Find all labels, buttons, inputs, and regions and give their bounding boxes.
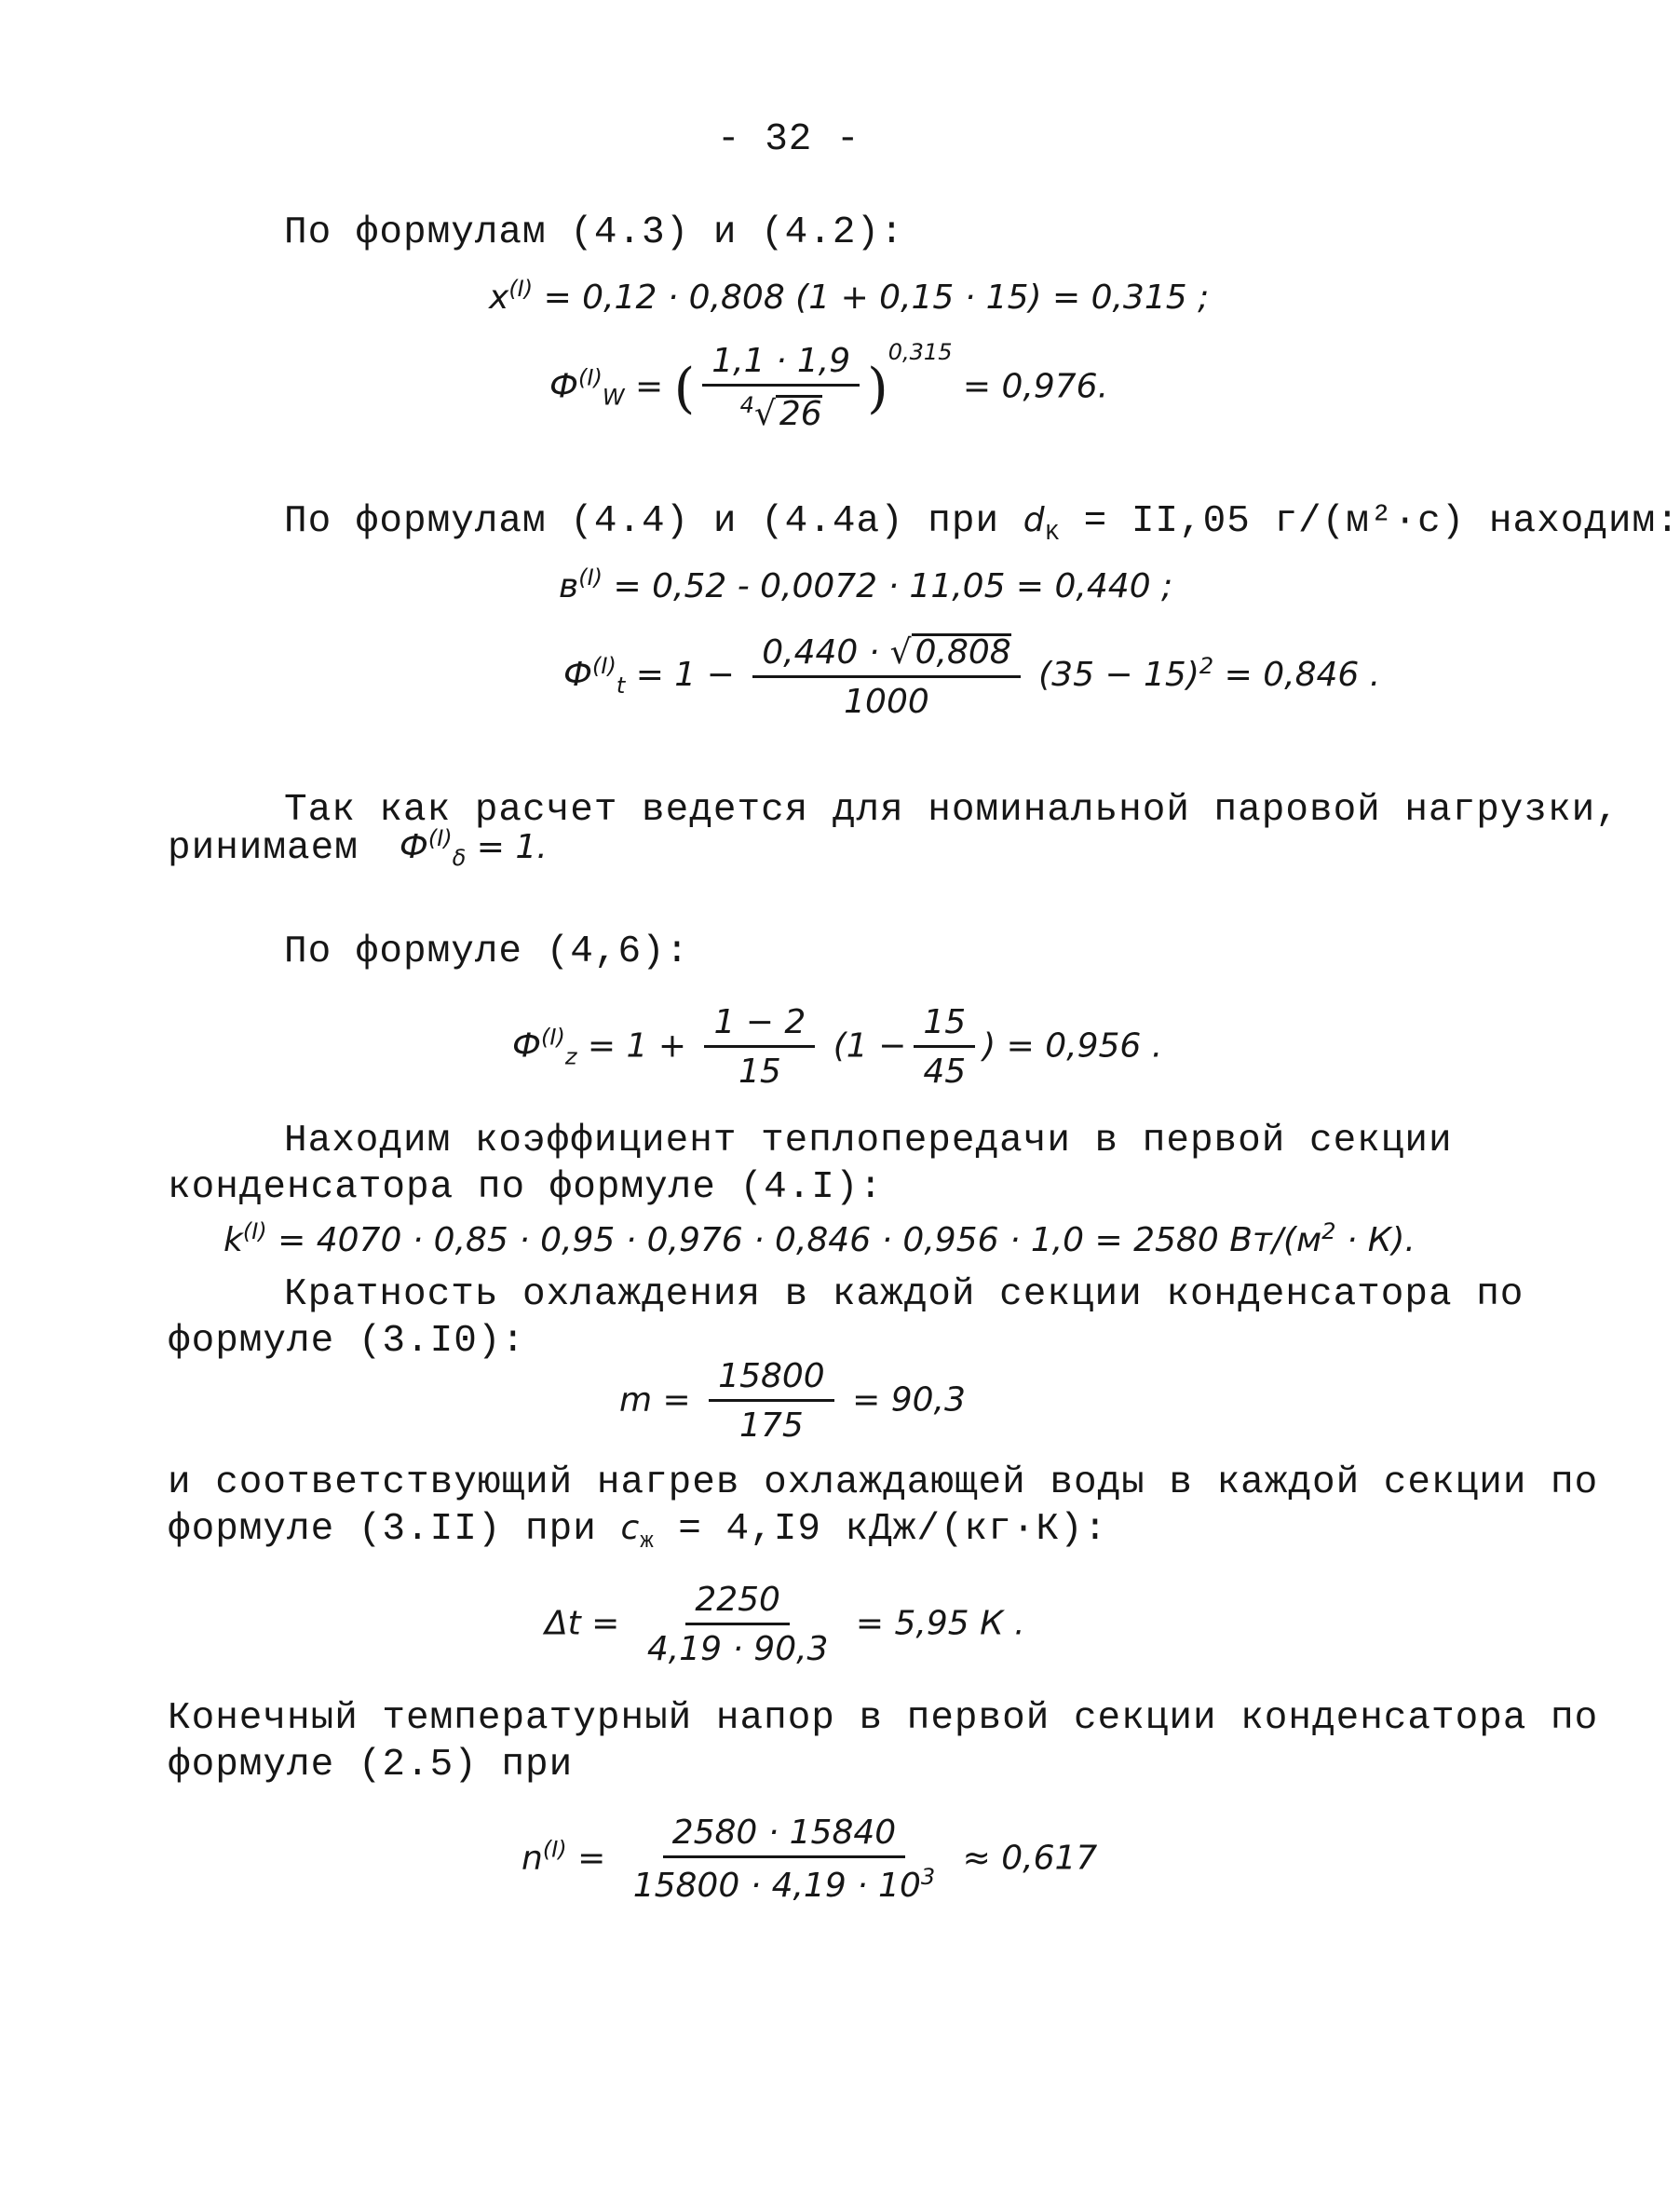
eq-phiz-symbol: Ф	[512, 1026, 541, 1066]
eq-phid-symbol: Ф	[399, 828, 428, 866]
eq-phit-result: = 0,846 .	[1224, 656, 1381, 694]
eq-phiz-result: = 0,956 .	[1006, 1026, 1163, 1066]
eq-phit-tail-pow: 2	[1199, 653, 1214, 679]
eq-m-numerator: 15800	[709, 1360, 834, 1402]
eq-phiz-denominator: 15	[738, 1053, 781, 1091]
equation-x	[489, 278, 1209, 315]
page-number: - 32 -	[717, 118, 860, 161]
paragraph-temperature-head-line1: Конечный температурный напор в первой секции конденсатора по	[168, 1697, 1599, 1740]
equation-phi-t	[563, 633, 1380, 719]
p3-accept-word: ринимаем	[168, 827, 359, 870]
eq-dt-denominator: 4,19 · 90,3	[646, 1630, 829, 1668]
eq-phiz-numerator: 1 − 2	[704, 1006, 815, 1048]
eq-k-rhs: = 4070 · 0,85 · 0,95 · 0,976 · 0,846 · 0,956 · 1,0 = 2580 Вт/(м	[278, 1221, 1322, 1259]
left-paren: (	[673, 356, 696, 420]
equation-phi-w	[549, 338, 1109, 433]
eq-k-sup: (I)	[242, 1218, 267, 1244]
eq-phid-sup: (I)	[427, 825, 453, 851]
p2-symbol-d: d	[1023, 501, 1046, 539]
eq-phid-sub: δ	[452, 845, 467, 872]
eq-phiw-sup: (I)	[578, 364, 603, 391]
paragraph-heating-line2	[168, 1508, 1108, 1556]
paragraph-nominal-load-line1: Так как расчет ведется для номинальной паровой нагрузки,	[284, 789, 1619, 832]
eq-n-sup: (I)	[542, 1836, 567, 1863]
paragraph-formulas-4-4	[284, 500, 1680, 548]
eq-phiz-equals: = 1 +	[587, 1026, 686, 1066]
paragraph-cooling-ratio-line1: Кратность охлаждения в каждой секции конденсатора по	[284, 1273, 1524, 1316]
equation-b	[559, 566, 1172, 604]
eq-k-unit-tail: · К).	[1346, 1221, 1416, 1259]
paragraph-intro-formulas: По формулам (4.3) и (4.2):	[284, 211, 904, 254]
eq-m-result: = 90,3	[852, 1380, 966, 1420]
eq-phiw-symbol: Ф	[549, 367, 578, 406]
eq-phit-tail: (35 − 15)	[1038, 656, 1199, 694]
eq-phiw-equals: =	[635, 367, 664, 406]
paragraph-heating-line1: и соответствующий нагрев охлаждающей воды в каждой секции по	[168, 1461, 1599, 1504]
p7-text-b: = 4,I9 кДж/(кг·К):	[678, 1508, 1108, 1551]
eq-m-fraction	[709, 1357, 834, 1445]
paragraph-temperature-head-line2: формуле (2.5) при	[168, 1744, 574, 1787]
eq-phiz-paren-open: (1 −	[833, 1026, 907, 1066]
eq-k-unit-sup: 2	[1321, 1218, 1336, 1244]
eq-n-denominator	[624, 1858, 944, 1903]
eq-phiz-paren-close: )	[982, 1026, 996, 1066]
p2-symbol-sub: K	[1045, 522, 1060, 548]
eq-phiw-root-index: 4	[739, 392, 754, 418]
eq-n-numerator: 2580 · 15840	[663, 1816, 905, 1858]
equation-phi-delta	[399, 825, 548, 872]
eq-phit-sub: t	[616, 673, 626, 700]
eq-phiw-numerator: 1,1 · 1,9	[702, 345, 860, 387]
eq-x-sup: (I)	[508, 276, 534, 302]
eq-dt-lhs: Δt =	[545, 1604, 620, 1643]
eq-phit-num-a: 0,440 ·	[762, 633, 880, 672]
p2-text-b: = II,05 г/(м²·с) находим:	[1083, 500, 1680, 543]
eq-phit-denominator: 1000	[844, 683, 929, 721]
eq-phit-numerator: 0,440 · √ 0,808	[752, 633, 1020, 678]
eq-x-rhs: = 0,12 · 0,808 (1 + 0,15 · 15) = 0,315 ;	[543, 279, 1210, 317]
paragraph-formula-4-6: По формуле (4,6):	[284, 931, 690, 973]
p7-symbol-sub: ж	[640, 1529, 655, 1556]
p7-symbol-c: с	[620, 1509, 641, 1547]
eq-phit-equals: = 1 −	[635, 656, 735, 694]
paragraph-nominal-load-line2	[168, 825, 548, 872]
eq-n-result: ≈ 0,617	[962, 1839, 1098, 1878]
eq-phit-fraction	[752, 633, 1020, 719]
eq-phit-sup: (I)	[592, 653, 616, 679]
eq-n-symbol: n	[522, 1839, 543, 1878]
eq-phiz-sup: (I)	[541, 1024, 565, 1051]
eq-m-lhs: m =	[619, 1380, 691, 1420]
eq-phit-num-root: 0,808	[912, 633, 1011, 670]
eq-phiz-inner-denominator: 45	[923, 1053, 967, 1091]
eq-phiw-denominator: $^4$√ 26	[739, 392, 822, 433]
eq-phiw-root-arg: 26	[776, 395, 822, 431]
eq-dt-result: = 5,95 К .	[855, 1604, 1025, 1643]
eq-phiz-sub: z	[564, 1043, 577, 1070]
eq-k-lhs: k	[224, 1221, 243, 1259]
right-paren: )	[867, 356, 888, 420]
eq-n-fraction	[624, 1816, 944, 1903]
equation-m	[619, 1357, 966, 1445]
paragraph-heat-transfer-line2: конденсатора по формуле (4.I):	[168, 1166, 884, 1209]
eq-n-den-text: 15800 · 4,19 · 10	[632, 1867, 921, 1905]
eq-x-lhs: x	[489, 279, 509, 317]
eq-phiz-inner-fraction	[914, 1003, 975, 1091]
eq-n-equals: =	[577, 1839, 606, 1878]
equation-k	[224, 1220, 1416, 1257]
eq-phiw-power: 0,315	[887, 338, 953, 365]
eq-b-rhs: = 0,52 - 0,0072 · 11,05 = 0,440 ;	[613, 567, 1173, 605]
eq-phiz-inner-numerator: 15	[914, 1006, 975, 1048]
eq-phiw-sub: W	[602, 384, 625, 411]
p7-text-a: формуле (3.II) при	[168, 1508, 597, 1551]
p2-text-a: По формулам (4.4) и (4.4а) при	[284, 500, 1000, 543]
eq-dt-numerator: 2250	[685, 1583, 790, 1625]
eq-m-denominator: 175	[739, 1406, 804, 1445]
paragraph-cooling-ratio-line2: формуле (3.I0):	[168, 1320, 526, 1363]
eq-b-sup: (I)	[578, 564, 603, 591]
eq-n-den-pow: 3	[920, 1864, 936, 1890]
eq-phit-symbol: Ф	[563, 656, 592, 694]
eq-phiw-result: = 0,976.	[962, 367, 1109, 406]
eq-b-lhs: в	[559, 567, 579, 605]
eq-phiw-fraction	[702, 342, 860, 433]
equation-n	[522, 1816, 1097, 1903]
eq-phid-rhs: = 1.	[476, 828, 548, 866]
equation-delta-t	[545, 1583, 1025, 1666]
eq-dt-fraction	[638, 1583, 838, 1666]
equation-phi-z	[512, 1003, 1163, 1091]
eq-phiz-fraction	[704, 1003, 815, 1091]
paragraph-heat-transfer-line1: Находим коэффициент теплопередачи в первой секции	[284, 1120, 1453, 1162]
